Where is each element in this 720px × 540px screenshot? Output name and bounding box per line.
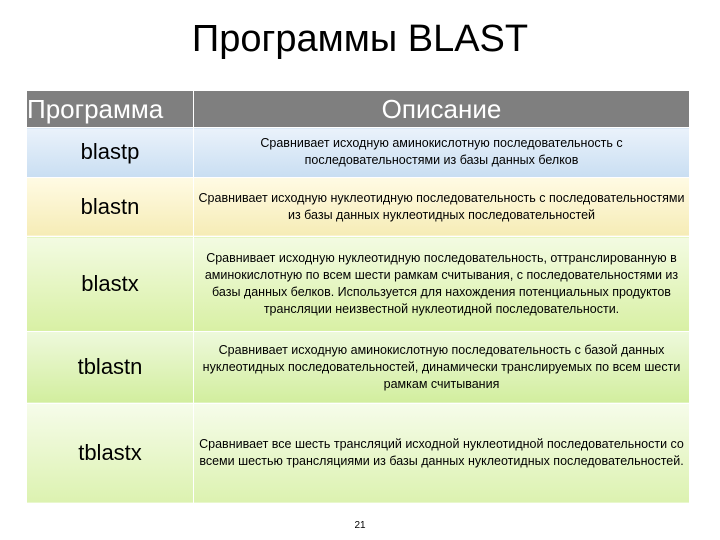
slide-title: Программы BLAST	[191, 18, 529, 60]
table-row	[27, 237, 690, 331]
program-name: tblastx	[27, 403, 194, 503]
program-description: Сравнивает исходную аминокислотную последовательность с последовательностями из базы данных белков	[194, 128, 690, 178]
header-description: Описание	[194, 91, 690, 128]
header-program: Программа	[27, 91, 194, 128]
program-description: Сравнивает все шесть трансляций исходной нуклеотидной последовательности со всеми шестью трансляциями из базы данных нуклеотидных последовательностей.	[194, 403, 690, 503]
table-row	[27, 177, 690, 237]
table-header-row	[27, 91, 690, 128]
table-row	[27, 128, 690, 178]
program-name: blastp	[27, 128, 194, 178]
program-description: Сравнивает исходную нуклеотидную последовательность с последовательностями из базы данных нуклеотидных последовательностей	[194, 177, 690, 237]
page-number: 21	[354, 520, 366, 531]
program-name: tblastn	[27, 331, 194, 403]
program-name: blastx	[27, 237, 194, 331]
program-description: Сравнивает исходную аминокислотную последовательность с базой данных нуклеотидных последовательностей, динамически транслируемых по всем шести рамкам считывания	[194, 331, 690, 403]
program-name: blastn	[27, 177, 194, 237]
program-description: Сравнивает исходную нуклеотидную последовательность, оттранслированную в аминокислотную по всем шести рамкам считывания, с последовательностями из базы данных белков. Используется для нахождения потенциальных продуктов трансляции неизвестной нуклеотидной последовательности.	[194, 237, 690, 331]
table-row	[27, 403, 690, 503]
table-row	[27, 331, 690, 403]
blast-programs-table	[26, 90, 690, 504]
